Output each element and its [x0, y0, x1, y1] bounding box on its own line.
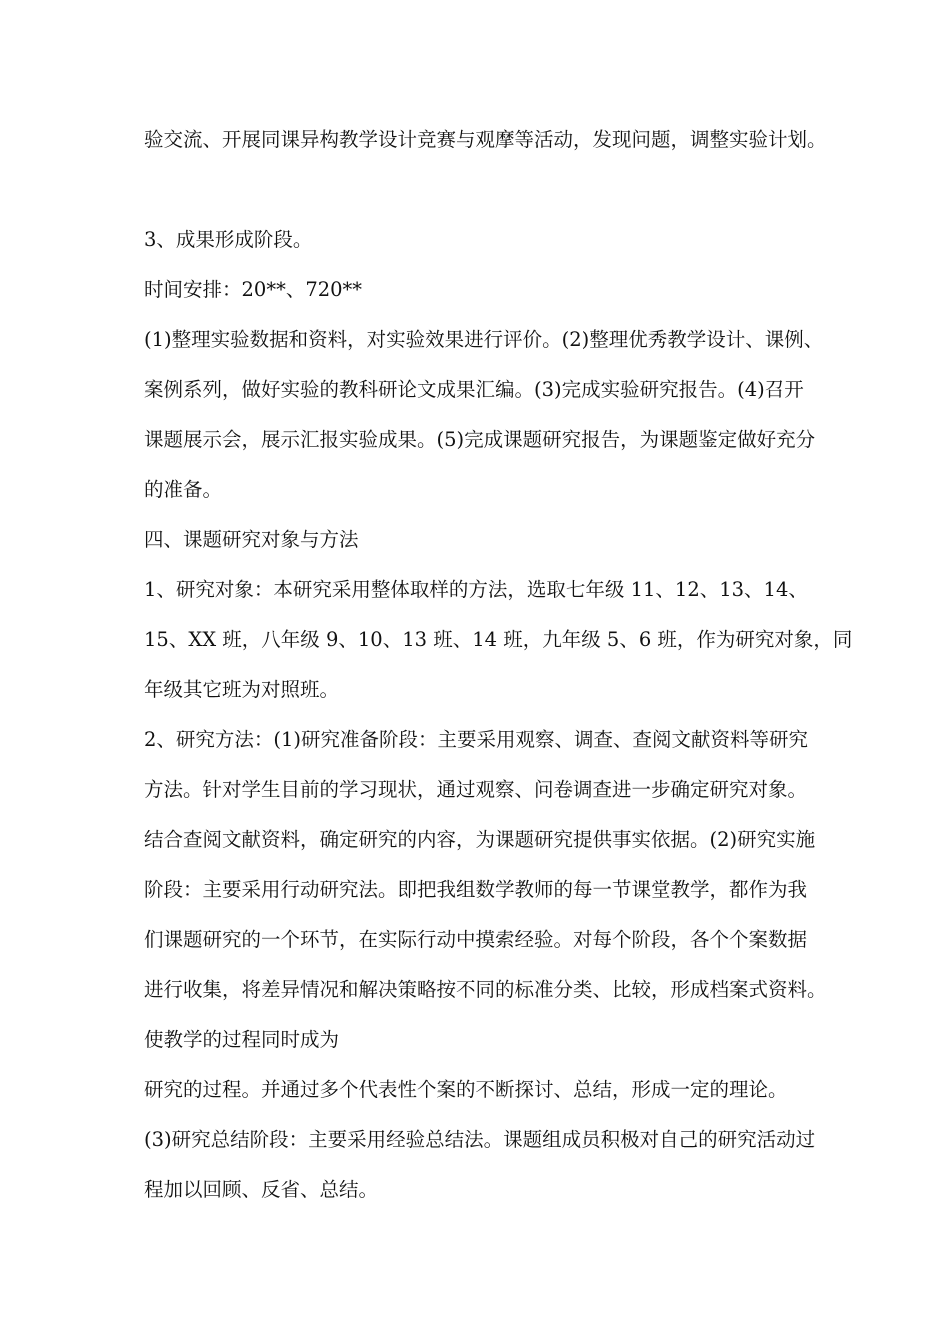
- text-line: 1、研究对象：本研究采用整体取样的方法，选取七年级 11、12、13、14、: [144, 578, 808, 601]
- text-line: 方法。针对学生目前的学习现状，通过观察、问卷调查进一步确定研究对象。: [144, 778, 808, 801]
- text-line: 的准备。: [144, 478, 223, 501]
- text-line: 15、XX 班，八年级 9、10、13 班、14 班，九年级 5、6 班，作为研究对象，同: [144, 628, 853, 651]
- text-line: 年级其它班为对照班。: [144, 678, 340, 701]
- text-line: 验交流、开展同课异构教学设计竞赛与观摩等活动，发现问题，调整实验计划。: [144, 128, 827, 151]
- section-heading: 四、课题研究对象与方法: [144, 528, 359, 551]
- text-line: 使教学的过程同时成为: [144, 1028, 340, 1051]
- text-line: 阶段：主要采用行动研究法。即把我组数学教师的每一节课堂教学，都作为我: [144, 878, 808, 901]
- text-line: 2、研究方法：(1)研究准备阶段：主要采用观察、调查、查阅文献资料等研究: [144, 728, 809, 751]
- text-line: 研究的过程。并通过多个代表性个案的不断探讨、总结，形成一定的理论。: [144, 1078, 788, 1101]
- text-line: 结合查阅文献资料，确定研究的内容，为课题研究提供事实依据。(2)研究实施: [144, 828, 816, 851]
- text-line: 课题展示会，展示汇报实验成果。(5)完成课题研究报告，为课题鉴定做好充分: [144, 428, 816, 451]
- text-line: (1)整理实验数据和资料，对实验效果进行评价。(2)整理优秀教学设计、课例、: [144, 328, 824, 351]
- text-line: 进行收集，将差异情况和解决策略按不同的标准分类、比较，形成档案式资料。: [144, 978, 827, 1001]
- text-line: 案例系列，做好实验的教科研论文成果汇编。(3)完成实验研究报告。(4)召开: [144, 378, 804, 401]
- section-heading: 3、成果形成阶段。: [144, 228, 313, 251]
- text-line: 时间安排：20**、720**: [144, 278, 363, 301]
- text-line: 程加以回顾、反省、总结。: [144, 1178, 379, 1201]
- text-line: 们课题研究的一个环节，在实际行动中摸索经验。对每个阶段，各个个案数据: [144, 928, 808, 951]
- text-line: (3)研究总结阶段：主要采用经验总结法。课题组成员积极对自己的研究活动过: [144, 1128, 816, 1151]
